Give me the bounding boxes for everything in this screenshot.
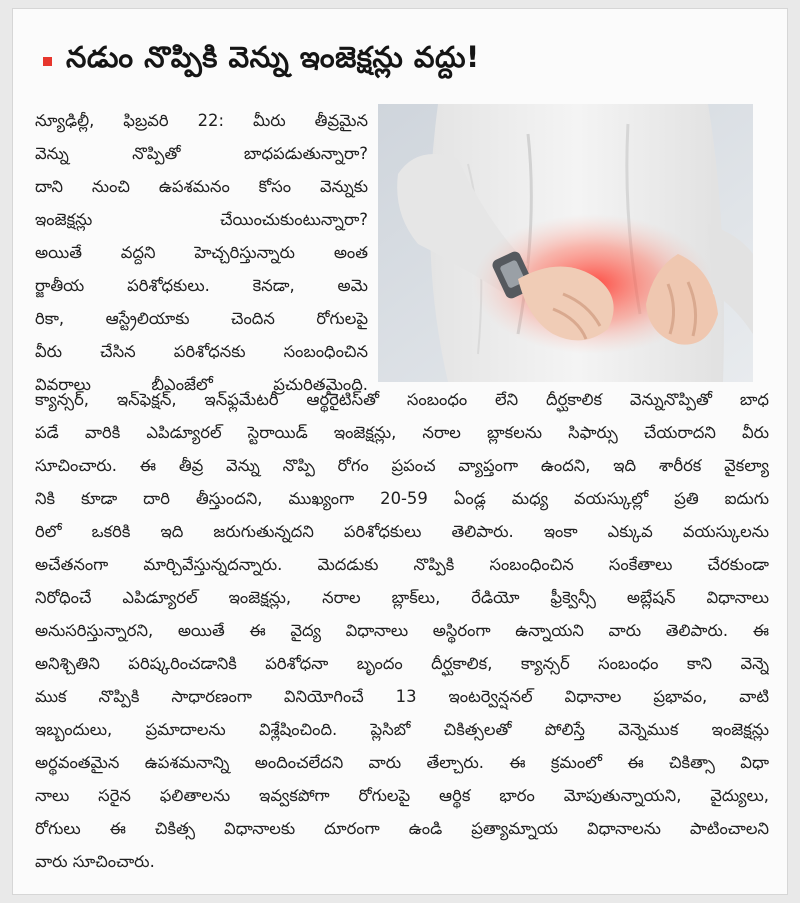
article-line: ర్జాతీయ పరిశోధకులు. కెనడా, అమె: [35, 276, 368, 295]
article-line: వెన్ను నొప్పితో బాధపడుతున్నారా?: [35, 144, 368, 163]
headline-bullet-icon: [43, 57, 52, 66]
news-clipping: [12, 8, 788, 895]
article-line: న్యూఢిల్లీ, ఫిబ్రవరి 22: మీరు తీవ్రమైన: [35, 111, 368, 130]
article-line: వారు సూచించారు.: [35, 852, 155, 871]
article-line: పడే వారికి ఎపిడ్యూరల్ స్టెరాయిడ్ ఇంజెక్షన్లు, నరాల బ్లాకలను సిఫార్సు చేయరాదని వీరు: [35, 423, 769, 442]
headline: నడుం నొప్పికి వెన్ను ఇంజెక్షన్లు వద్దు!: [66, 40, 480, 74]
article-body: [35, 383, 769, 878]
article-line: అచేతనంగా మార్చివేస్తున్నదన్నారు. మెదడుకు నొప్పికి సంబంధించిన సంకేతాలు చేరకుండా: [35, 555, 769, 574]
article-line: సూచించారు. ఈ తీవ్ర వెన్ను నొప్పి రోగం ప్రపంచ వ్యాప్తంగా ఉందని, ఇది శారీరక వైకల్యా: [35, 456, 769, 475]
back-pain-photo-icon: [378, 104, 753, 382]
article-line: రిలో ఒకరికి ఇది జరుగుతున్నదని పరిశోధకులు తెలిపారు. ఇంకా ఎక్కువ వయస్కులను: [35, 522, 769, 541]
article-line: ఇంజెక్షన్లు చేయించుకుంటున్నారా?: [35, 210, 368, 229]
article-line: అనిశ్చితిని పరిష్కరించడానికి పరిశోధనా బృందం దీర్ఘకాలిక, క్యాన్సర్ సంబంధం కాని వెన్నె: [35, 654, 769, 673]
article-line: దాని నుంచి ఉపశమనం కోసం వెన్నుకు: [35, 177, 368, 196]
article-intro: [35, 104, 368, 401]
article-line: నిరోధించే ఎపిడ్యూరల్ ఇంజెక్షన్లు, నరాల బ్లాక్‌లు, రేడియో ఫ్రీక్వెన్సీ అబ్లేషన్ విధానాలు: [35, 588, 769, 607]
headline-row: [39, 37, 779, 85]
article-line: ముక నొప్పికి సాధారణంగా వినియోగించే 13 ఇంటర్వెన్షనల్ విధానాల ప్రభావం, వాటి: [35, 687, 769, 706]
article-line: నాలు సరైన ఫలితాలను ఇవ్వకపోగా రోగులపై ఆర్థిక భారం మోపుతున్నాయని, వైద్యులు,: [35, 786, 769, 805]
article-line: వివరాలు బీఎంజేలో ప్రచురితమైంది.: [35, 375, 368, 394]
article-line: అనుసరిస్తున్నారని, అయితే ఈ వైద్య విధానాలు అస్థిరంగా ఉన్నాయని వారు తెలిపారు. ఈ: [35, 621, 769, 640]
article-line: క్యాన్సర్, ఇన్‌ఫెక్షన్, ఇన్‌ఫ్లమేటరీ ఆర్థరైటిస్‌తో సంబంధం లేని దీర్ఘకాలిక వెన్నునొప్పితో బాధ: [35, 390, 769, 409]
article-line: రోగులు ఈ చికిత్స విధానాలకు దూరంగా ఉండి ప్రత్యామ్నాయ విధానాలను పాటించాలని: [35, 819, 769, 838]
article-line: వీరు చేసిన పరిశోధనకు సంబంధించిన: [35, 342, 368, 361]
article-line: నికి కూడా దారి తీస్తుందని, ముఖ్యంగా 20-59 ఏండ్ల మధ్య వయస్కుల్లో ప్రతి ఐదుగు: [35, 489, 769, 508]
article-line: రికా, ఆస్ట్రేలియాకు చెందిన రోగులపై: [35, 309, 368, 328]
article-line: అయితే వద్దని హెచ్చరిస్తున్నారు అంత: [35, 243, 368, 262]
article-line: ఇబ్బందులు, ప్రమాదాలను విశ్లేషించింది. ప్లెసిబో చికిత్సలతో పోలిస్తే వెన్నెముక ఇంజెక్షన్లు: [35, 720, 769, 739]
article-line: అర్థవంతమైన ఉపశమనాన్ని అందించలేదని వారు తేల్చారు. ఈ క్రమంలో ఈ చికిత్సా విధా: [35, 753, 769, 772]
